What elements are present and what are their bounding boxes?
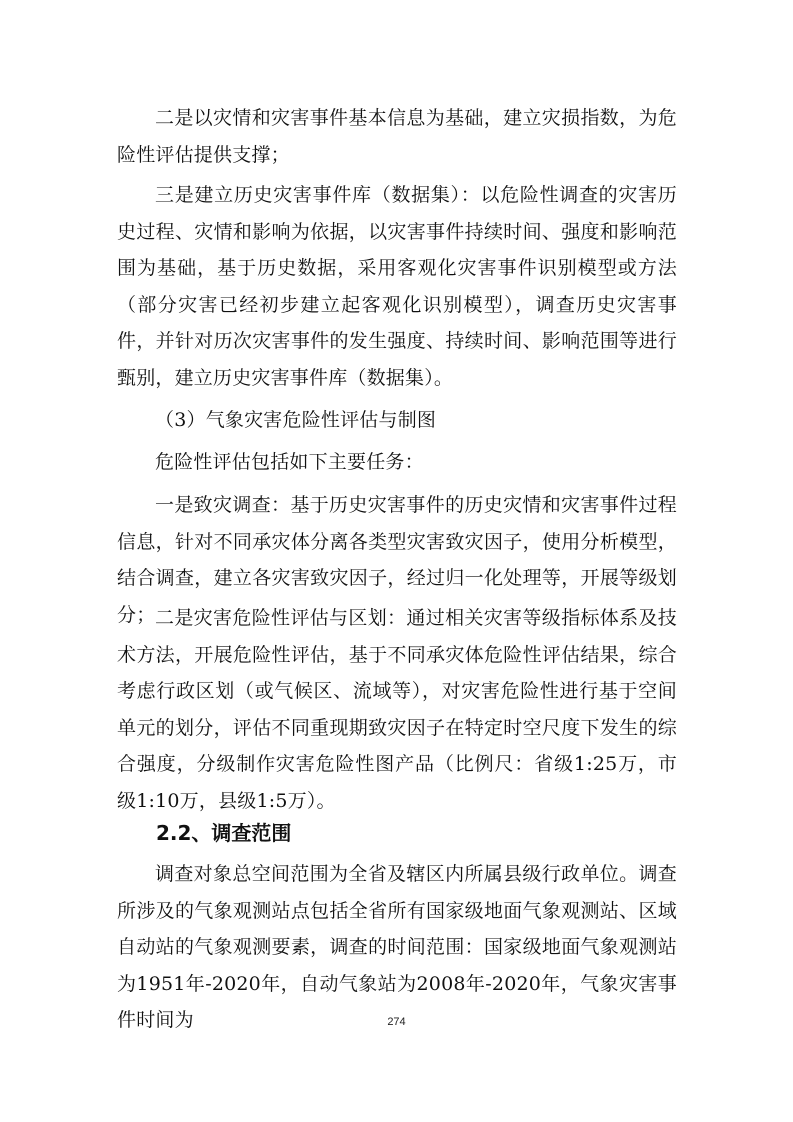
paragraph-historical-event-database: 三是建立历史灾害事件库（数据集）：以危险性调查的灾害历史过程、灾情和影响为依据，以灾害事件持续时间、强度和影响范围为基础，基于历史数据，采用客观化灾害事件识别模型或方法（部分灾害已经初步建立起客观化识别模型），调查历史灾害事件，并针对历次灾害事件的发生强度、持续时间、影响范围等进行甄别，建立历史灾害事件库（数据集）。 (117, 184, 677, 389)
paragraph-hazard-factor-survey: 一是致灾调查：基于历史灾害事件的历史灾情和灾害事件过程信息，针对不同承灾体分离各类型灾害致灾因子，使用分析模型，结合调查，建立各灾害致灾因子，经过归一化处理等，开展等级划分； (117, 494, 677, 626)
paragraph-subheading-hazard-assessment: （3）气象灾害危险性评估与制图 (155, 409, 437, 431)
section-heading: 2.2、调查范围 (156, 821, 292, 845)
paragraph-survey-scope: 调查对象总空间范围为全省及辖区内所属县级行政单位。调查所涉及的气象观测站点包括全省所有国家级地面气象观测站、区域自动站的气象观测要素，调查的时间范围：国家级地面气象观测站为1951年-2020年，自动气象站为2008年-2020年，气象灾害事件时间为 (117, 863, 677, 1031)
page-number: 274 (387, 1016, 406, 1028)
paragraph-disaster-loss-index: 二是以灾情和灾害事件基本信息为基础，建立灾损指数，为危险性评估提供支撑； (117, 107, 677, 166)
paragraph-assessment-tasks-intro: 危险性评估包括如下主要任务： (155, 451, 424, 473)
paragraph-hazard-zoning: 二是灾害危险性评估与区划：通过相关灾害等级指标体系及技术方法，开展危险性评估，基于不同承灾体危险性评估结果，综合考虑行政区划（或气候区、流域等），对灾害危险性进行基于空间单元的划分，评估不同重现期致灾因子在特定时空尺度下发生的综合强度，分级制作灾害危险性图产品（比例尺：省级1:25万，市级1:10万，县级1:5万）。 (117, 607, 677, 812)
